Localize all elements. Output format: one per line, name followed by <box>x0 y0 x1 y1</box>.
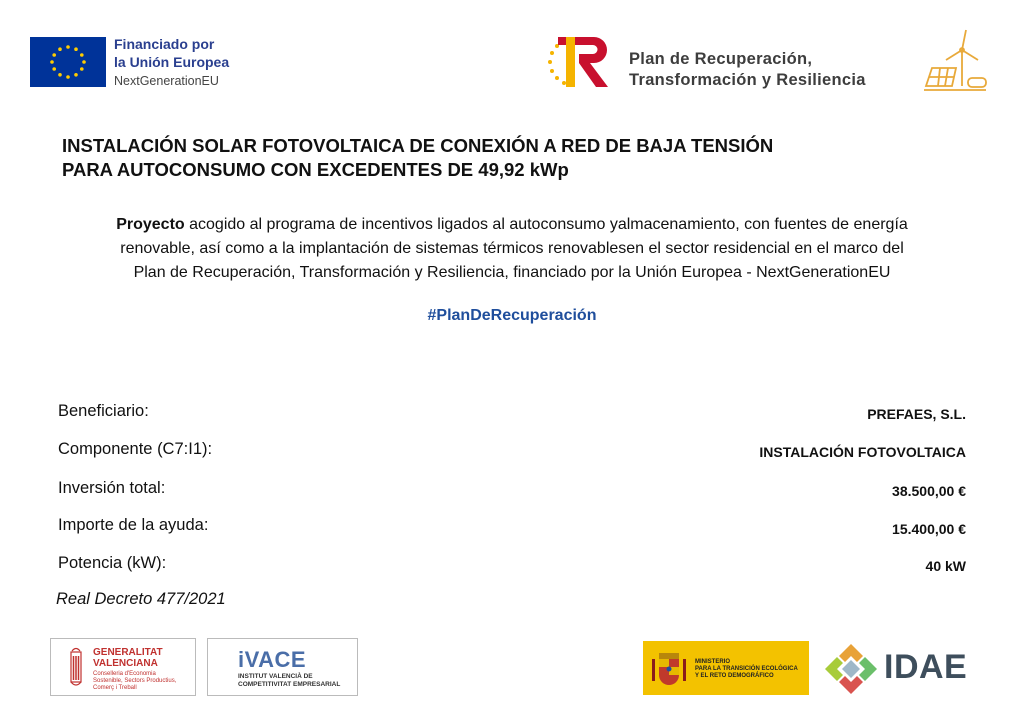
ministerio-logo <box>643 641 809 695</box>
aid-value: 15.400,00 € <box>892 521 966 537</box>
gv-sub-2: Sostenible, Sectors Productius, <box>93 678 177 684</box>
gv-name <box>93 647 163 669</box>
prtr-line-1: Plan de Recuperación, <box>629 50 813 68</box>
idae-wordmark: IDAE <box>884 648 968 686</box>
component-value: INSTALACIÓN FOTOVOLTAICA <box>759 444 966 460</box>
description-line-2: renovable, así como a la implantación de sistemas térmicos renovablesen el sector residencial en el marco del <box>120 240 904 257</box>
wind-solar-icon <box>922 28 988 94</box>
generalitat-logo <box>50 638 196 696</box>
eu-flag-icon <box>30 37 106 87</box>
royal-decree: Real Decreto 477/2021 <box>56 590 226 608</box>
gv-subtitle <box>93 671 176 692</box>
ivace-wordmark: iVACE <box>238 647 307 672</box>
prtr-title <box>629 49 866 91</box>
ivace-subtitle <box>238 673 340 689</box>
ministerio-line-2: PARA LA TRANSICIÓN ECOLÓGICA <box>695 666 798 672</box>
gv-sub-1: Conselleria d'Economia <box>93 671 156 677</box>
eu-line-1: Financiado por <box>114 36 215 52</box>
eu-line-3: NextGenerationEU <box>114 74 219 88</box>
investment-value: 38.500,00 € <box>892 483 966 499</box>
ministerio-text <box>695 659 798 680</box>
project-title <box>62 134 962 182</box>
power-value: 40 kW <box>925 558 966 574</box>
description-bold-word: Proyecto <box>116 216 185 233</box>
investment-label: Inversión total: <box>58 479 166 497</box>
ivace-sub-2: COMPETITIVITAT EMPRESARIAL <box>238 681 341 688</box>
description-line-3: Plan de Recuperación, Transformación y Resiliencia, financiado por la Unión Europea - NextGenerationEU <box>133 264 891 281</box>
eu-line-2: la Unión Europea <box>114 54 230 70</box>
spain-shield-icon <box>649 647 689 689</box>
description-line-1 <box>52 213 972 237</box>
hashtag: #PlanDeRecuperación <box>427 307 597 324</box>
prtr-logo-icon <box>546 33 616 91</box>
aid-label: Importe de la ayuda: <box>58 516 209 534</box>
gv-name-2: VALENCIANA <box>93 658 158 669</box>
beneficiary-value: PREFAES, S.L. <box>867 406 966 422</box>
component-label: Componente (C7:I1): <box>58 440 213 458</box>
gv-emblem-icon <box>69 646 83 688</box>
ministerio-line-3: Y EL RETO DEMOGRÁFICO <box>695 673 774 679</box>
ivace-logo <box>207 638 358 696</box>
project-description <box>52 213 972 285</box>
description-line-1-text: acogido al programa de incentivos ligados al autoconsumo yalmacenamiento, con fuentes de energía <box>184 216 908 233</box>
prtr-line-2: Transformación y Resiliencia <box>629 71 866 89</box>
beneficiary-label: Beneficiario: <box>58 402 149 420</box>
gv-sub-3: Comerç i Treball <box>93 685 137 691</box>
title-line-1: INSTALACIÓN SOLAR FOTOVOLTAICA DE CONEXIÓN A RED DE BAJA TENSIÓN <box>62 135 774 156</box>
power-label: Potencia (kW): <box>58 554 167 572</box>
ivace-sub-1: INSTITUT VALENCIÀ DE <box>238 673 313 680</box>
eu-funding-text <box>114 35 229 91</box>
gv-name-1: GENERALITAT <box>93 647 163 658</box>
ministerio-line-1: MINISTERIO <box>695 659 731 665</box>
idae-mark-icon <box>823 642 879 696</box>
title-line-2: PARA AUTOCONSUMO CON EXCEDENTES DE 49,92 kWp <box>62 159 569 180</box>
